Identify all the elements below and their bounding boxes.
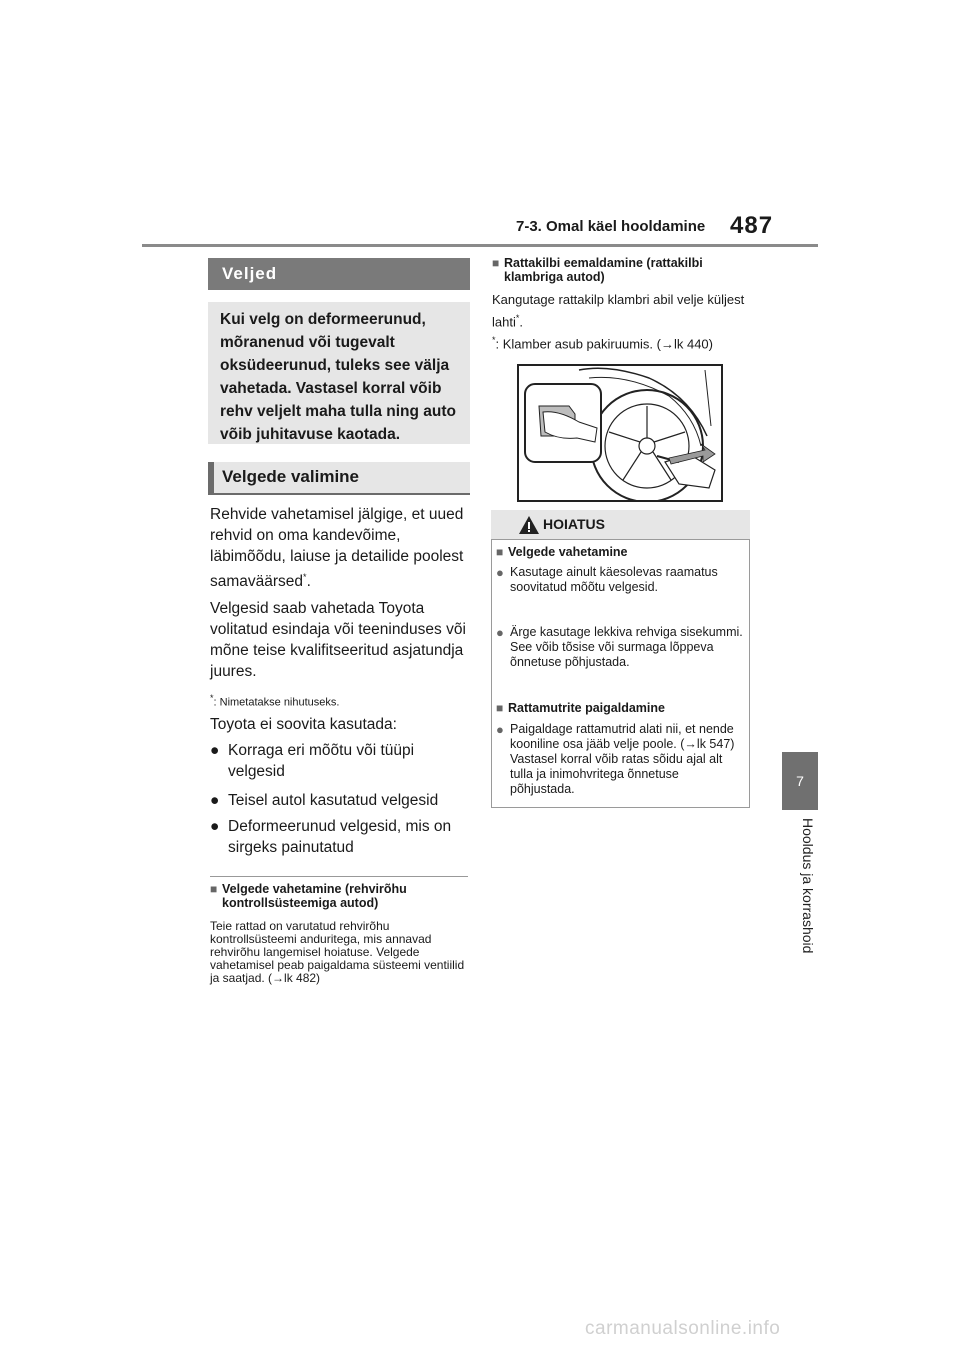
bullet-icon: ● (210, 792, 220, 809)
bullet-icon: ● (210, 818, 220, 835)
subsection-title: Velgede valimine (208, 462, 470, 495)
warning-group-heading: ■ Velgede vahetamine (496, 545, 628, 559)
warning-item: ● Ärge kasutage lekkiva rehviga sisekummi. See võib tõsise või surmaga lõppeva õnnetuse põhjustada. (496, 625, 743, 669)
tpms-heading: ■ Velgede vahetamine (rehvirõhu kontrollsüsteemiga autod) (210, 882, 407, 910)
warning-item: ● Paigaldage rattamutrid alati nii, et nende kooniline osa jääb velje poole. (→lk 547) Vastasel korral võib ratas sõidu ajal alt tulla ja inimohvritega õnnetuse põhjustada. (496, 722, 735, 796)
wheel-illustration-svg (519, 366, 721, 500)
list-item: ● Teisel autol kasutatud velgesid (210, 792, 439, 809)
paragraph-3: Toyota ei soovita kasutada: (210, 716, 397, 733)
cap-removal-text: Kangutage rattakilp klambri abil velje küljest lahti*. (492, 292, 745, 330)
bullet-icon: ● (496, 722, 504, 737)
divider (210, 876, 468, 877)
warning-item: ● Kasutage ainult käesolevas raamatus soovitatud mõõtu velgesid. (496, 565, 718, 594)
wheel-cap-illustration (517, 364, 723, 502)
paragraph-1: Rehvide vahetamisel jälgige, et uued rehvid on oma kandevõime, läbimõõdu, laiuse ja detailide poolest samaväärsed*. (210, 506, 464, 591)
square-bullet-icon: ■ (492, 256, 500, 270)
list-item: ● Deformeerunud velgesid, mis on sirgeks painutatud (210, 818, 452, 856)
cap-footnote: *: Klamber asub pakiruumis. (→lk 440) (492, 335, 713, 352)
watermark: carmanualsonline.info (585, 1318, 781, 1339)
section-title-bar: Veljed (208, 258, 470, 290)
warning-title-bar (491, 510, 750, 540)
chapter-tab[interactable]: 7 (782, 752, 818, 810)
bullet-icon: ● (496, 565, 504, 580)
intro-note: Kui velg on deformeerunud, mõranenud või tugevalt oksüdeerunud, tuleks see välja vahetada. Vastasel korral võib rehv veljelt maha tulla ning auto võib juhitavuse kaotada. (208, 302, 470, 444)
section-header: 7-3. Omal käel hooldamine (516, 218, 706, 235)
bullet-icon: ● (210, 742, 220, 759)
tpms-text: Teie rattad on varutatud rehvirõhu kontrollsüsteemi anduritega, mis annavad rehvirõhu langemisel hoiatuse. Velgede vahetamisel peab paigaldama süsteemi ventiilid ja saatjad. (→lk 482) (210, 919, 465, 985)
square-bullet-icon: ■ (210, 882, 218, 896)
warning-title: HOIATUS (543, 516, 605, 532)
chapter-label: Hooldus ja korrashoid (800, 818, 816, 954)
warning-triangle-icon (518, 515, 540, 535)
warning-group-heading: ■ Rattamutrite paigaldamine (496, 701, 665, 715)
paragraph-2: Velgesid saab vahetada Toyota volitatud esindaja või teeninduses või mõne teise kvalifitseeritud asjatundja juures. (210, 600, 466, 680)
list-item: ● Korraga eri mõõtu või tüüpi velgesid (210, 742, 415, 780)
cap-removal-heading: ■ Rattakilbi eemaldamine (rattakilbi klambriga autod) (492, 256, 703, 284)
square-bullet-icon: ■ (496, 701, 504, 715)
header-rule (142, 244, 818, 247)
page-number: 487 (730, 212, 774, 239)
footnote: *: Nimetatakse nihutuseks. (210, 693, 340, 709)
bullet-icon: ● (496, 625, 504, 640)
square-bullet-icon: ■ (496, 545, 504, 559)
